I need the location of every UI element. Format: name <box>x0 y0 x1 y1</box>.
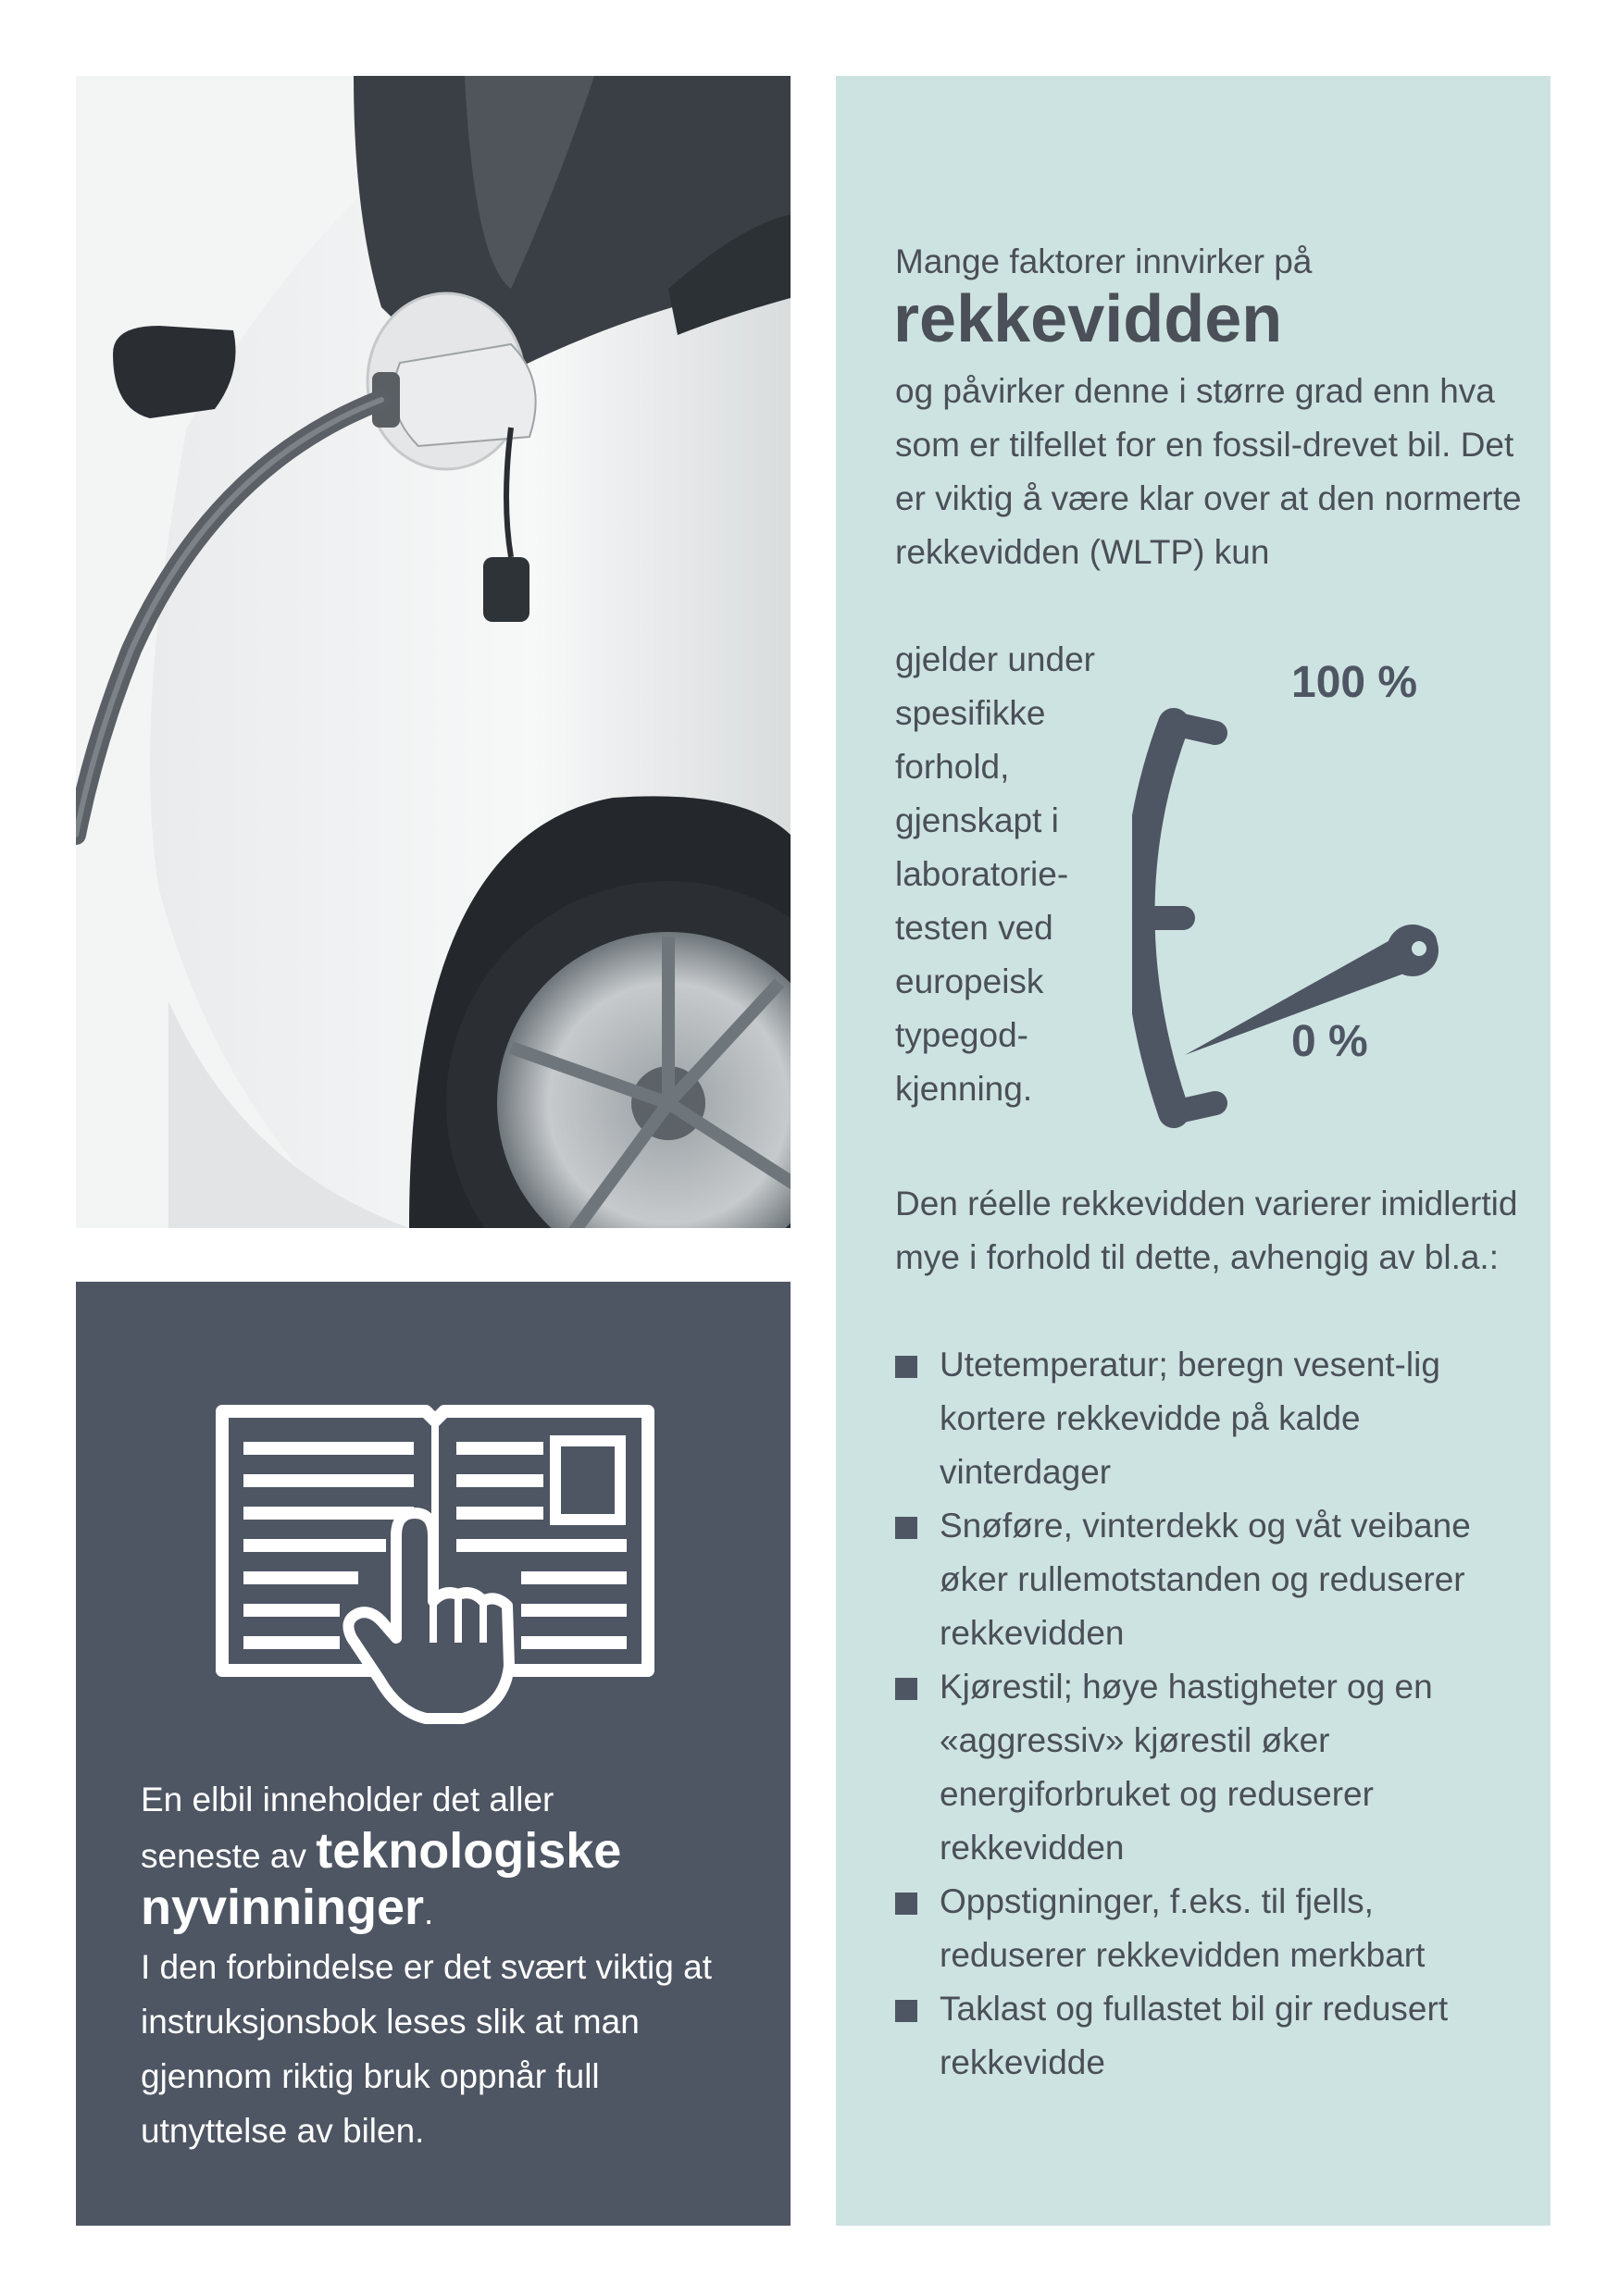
tech-body: I den forbindelse er det svært viktig at instruksjonsbok leses slik at man gjennom riktig bruk oppnår full utnyttelse av bilen. <box>141 1948 712 2150</box>
tech-line2-start: seneste av <box>141 1837 317 1875</box>
list-item: Kjørestil; høye hastigheter og en «aggressiv» kjørestil øker energiforbruket og reduserer rekkevidden <box>895 1660 1525 1875</box>
bullet-square-icon <box>895 1893 917 1915</box>
list-item: Taklast og fullastet bil gir redusert rekkevidde <box>895 1982 1525 2090</box>
list-item: Oppstigninger, f.eks. til fjells, reduserer rekkevidden merkbart <box>895 1875 1525 1982</box>
range-headline: rekkevidden <box>893 282 1283 356</box>
list-item: Snøføre, vinterdekk og våt veibane øker rullemotstanden og reduserer rekkevidden <box>895 1499 1525 1660</box>
gauge-label-100: 100 % <box>1291 658 1418 707</box>
bullet-square-icon <box>895 1517 917 1539</box>
bullet-square-icon <box>895 2000 917 2022</box>
bullet-square-icon <box>895 1356 917 1378</box>
range-paragraph-1-cont: gjelder under spesifikke forhold, gjenskapt i laboratorie-testen ved europeisk typegod-kjenning. <box>895 640 1095 1108</box>
range-paragraph-1: og påvirker denne i større grad enn hva som er tilfellet for en fossil-drevet bil. Det er viktig å være klar over at den normerte rekkevidden (WLTP) kun <box>895 372 1522 571</box>
list-item: Utetemperatur; beregn vesent-lig kortere rekkevidde på kalde vinterdager <box>895 1338 1525 1499</box>
instruction-book-icon <box>213 1374 657 1731</box>
tech-highlight2-end: . <box>424 1893 434 1931</box>
range-info-panel <box>836 76 1551 2226</box>
range-paragraph-2: Den réelle rekkevidden varierer imidlertid mye i forhold til dette, avhengig av bl.a.: <box>895 1185 1518 1276</box>
technology-text <box>141 1772 752 2158</box>
bullet-square-icon <box>895 1678 917 1700</box>
ev-car-charging-photo <box>76 76 791 1228</box>
range-gauge-icon <box>1132 631 1502 1191</box>
tech-highlight1: teknologiske <box>316 1823 622 1879</box>
technology-info-panel <box>76 1282 791 2226</box>
tech-line1: En elbil inneholder det aller <box>141 1781 554 1818</box>
range-factors-list <box>895 1338 1525 2090</box>
gauge-label-0: 0 % <box>1291 1017 1368 1066</box>
range-intro: Mange faktorer innvirker på <box>895 242 1313 280</box>
tech-highlight2: nyvinninger <box>141 1880 425 1935</box>
